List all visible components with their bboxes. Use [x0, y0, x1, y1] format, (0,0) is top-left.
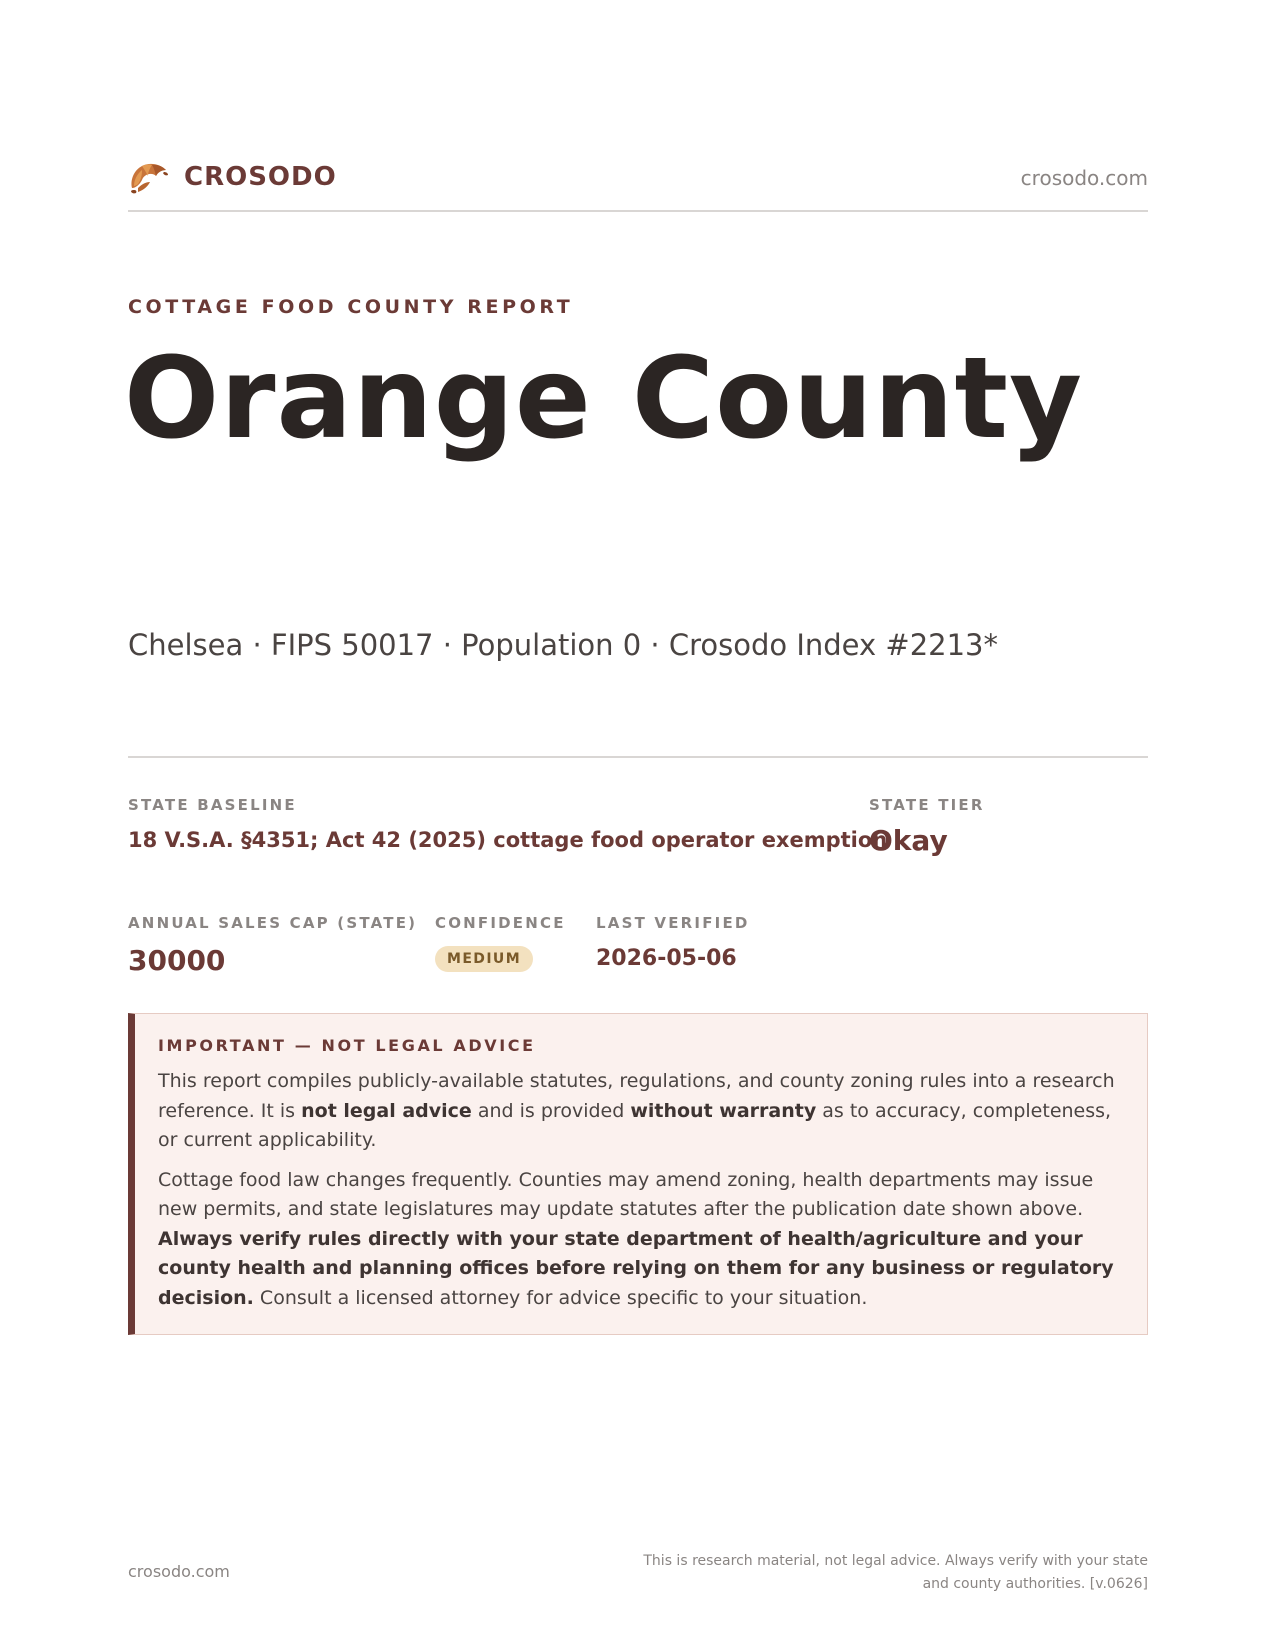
last-verified-label: LAST VERIFIED — [596, 914, 750, 932]
confidence-label: CONFIDENCE — [435, 914, 566, 932]
notice-emphasis: not legal advice — [301, 1099, 472, 1122]
notice-paragraph-2 — [158, 1166, 1121, 1314]
section-divider — [128, 756, 1148, 758]
state-tier-value: Okay — [869, 824, 948, 857]
notice-text: Consult a licensed attorney for advice specific to your situation. — [253, 1286, 868, 1309]
confidence-field — [435, 914, 566, 972]
legal-notice — [128, 1013, 1148, 1335]
report-page — [124, 0, 1148, 1650]
notice-title: IMPORTANT — NOT LEGAL ADVICE — [158, 1036, 536, 1055]
notice-paragraph-1 — [158, 1067, 1121, 1156]
page-header — [128, 158, 1148, 212]
report-kicker: COTTAGE FOOD COUNTY REPORT — [128, 296, 574, 318]
footer-disclaimer-line-2: and county authorities. [v.0626] — [922, 1576, 1148, 1592]
site-link[interactable]: crosodo.com — [1020, 166, 1148, 190]
sales-cap-label: ANNUAL SALES CAP (STATE) — [128, 914, 418, 932]
notice-emphasis: without warranty — [630, 1099, 817, 1122]
last-verified-value: 2026-05-06 — [596, 946, 737, 971]
notice-text: and is provided — [471, 1099, 631, 1122]
brand — [128, 158, 337, 196]
sales-cap-field — [128, 914, 417, 977]
notice-text: This report compiles publicly-available statutes, regulations, and county zoning rules into a research reference. It is — [158, 1070, 1115, 1122]
notice-emphasis: Always verify rules directly with your state department of health/agriculture and your county health and planning offices before relying on them for any business or regulatory decision. — [158, 1227, 1114, 1309]
state-baseline-field — [128, 796, 887, 852]
page-title: Orange County — [124, 334, 1084, 464]
notice-text: Cottage food law changes frequently. Counties may amend zoning, health departments may issue new permits, and state legislatures may update statutes after the publication date shown above. — [158, 1168, 1094, 1220]
state-tier-field — [869, 796, 985, 857]
state-tier-label: STATE TIER — [869, 796, 985, 814]
footer-disclaimer — [628, 1550, 1148, 1596]
confidence-badge: MEDIUM — [435, 946, 533, 972]
brand-name: CROSODO — [184, 162, 337, 192]
state-baseline-label: STATE BASELINE — [128, 796, 297, 814]
footer-site: crosodo.com — [128, 1562, 230, 1581]
footer-disclaimer-line-1: This is research material, not legal advice. Always verify with your state — [643, 1553, 1148, 1569]
notice-text: as to accuracy, completeness, or current applicability. — [158, 1099, 1112, 1151]
sales-cap-value: 30000 — [128, 944, 226, 977]
last-verified-field — [596, 914, 750, 971]
croissant-icon — [128, 158, 170, 196]
state-baseline-value: 18 V.S.A. §4351; Act 42 (2025) cottage food operator exemption — [128, 828, 888, 852]
county-subline: Chelsea · FIPS 50017 · Population 0 · Crosodo Index #2213* — [128, 628, 998, 662]
